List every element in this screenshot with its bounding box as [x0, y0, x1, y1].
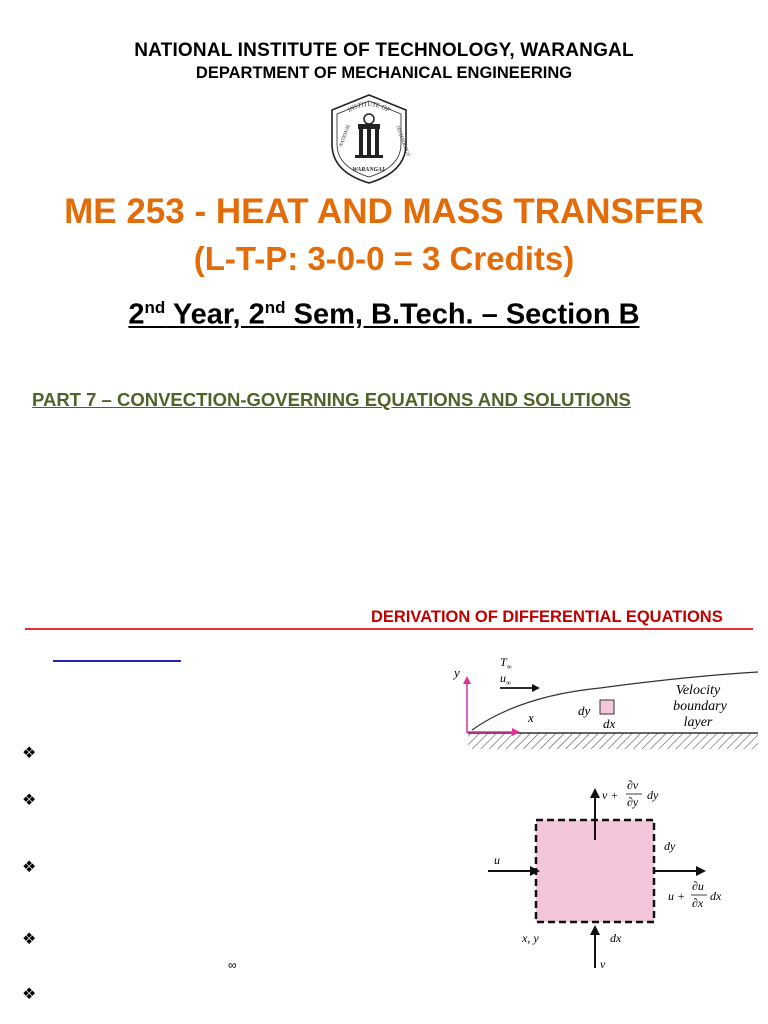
dy-label: dy [578, 703, 591, 718]
layer-label: layer [683, 715, 713, 730]
xy-label: x, y [522, 931, 539, 945]
velocity-label: Velocity [675, 683, 721, 698]
section-title: DERIVATION OF DIFFERENTIAL EQUATIONS [371, 608, 723, 626]
u-inf-label: $u_\infty$ [500, 671, 511, 687]
top-v-label: v + [602, 788, 619, 802]
institute-logo [322, 92, 416, 186]
svg-text:INSTITUTE OF: INSTITUTE OF [346, 100, 392, 115]
blank-underline [53, 660, 181, 662]
bottom-dx-label: dx [610, 931, 622, 945]
left-u-label: u [494, 853, 500, 867]
institute-name: NATIONAL INSTITUTE OF TECHNOLOGY, WARANGAL [134, 40, 634, 61]
dx-label: dx [603, 716, 616, 731]
right-den: ∂x [692, 896, 704, 910]
infinity-symbol: ∞ [228, 958, 237, 972]
top-num: ∂v [627, 778, 639, 792]
t-inf-label: $T_\infty$ [500, 655, 512, 671]
plate-surface [468, 733, 758, 749]
bullet-icon: ❖ [22, 745, 37, 762]
boundary-label: boundary [673, 699, 727, 714]
logo-bottom-text: WARANGAL [352, 167, 386, 173]
department-name: DEPARTMENT OF MECHANICAL ENGINEERING [195, 64, 573, 82]
right-dx: dx [710, 889, 722, 903]
right-u-label: u + [668, 889, 686, 903]
year-suffix: nd [144, 298, 166, 317]
y-label: y [454, 665, 460, 680]
course-title: ME 253 - HEAT AND MASS TRANSFER [64, 192, 704, 231]
year-number: 2 [128, 298, 145, 331]
boundary-layer-figure [450, 652, 760, 757]
year-section-line [0, 298, 768, 332]
bullet-icon: ❖ [22, 986, 37, 1003]
bottom-v-label: v [600, 957, 606, 971]
right-num: ∂u [692, 879, 704, 893]
top-dy: dy [647, 788, 659, 802]
bullet-icon: ❖ [22, 859, 37, 876]
year-text: Year, [165, 298, 249, 331]
sem-suffix: nd [264, 298, 286, 317]
logo-left-text: NATIONAL [339, 123, 352, 148]
bullet-icon: ❖ [22, 792, 37, 809]
sem-text: Sem, B.Tech. – Section B [285, 298, 640, 331]
x-label: x [528, 710, 534, 725]
section-divider [25, 628, 753, 630]
logo-right-text: TECHNOLOGY [394, 124, 410, 158]
control-volume-figure [480, 770, 750, 976]
course-credits: (L-T-P: 3-0-0 = 3 Credits) [193, 240, 575, 277]
bullet-icon: ❖ [22, 931, 37, 948]
side-dy-label: dy [664, 839, 676, 853]
sem-number: 2 [248, 298, 265, 331]
top-den: ∂y [627, 795, 639, 809]
part-title: PART 7 – CONVECTION-GOVERNING EQUATIONS AND SOLUTIONS [32, 389, 631, 410]
differential-element [600, 700, 614, 714]
